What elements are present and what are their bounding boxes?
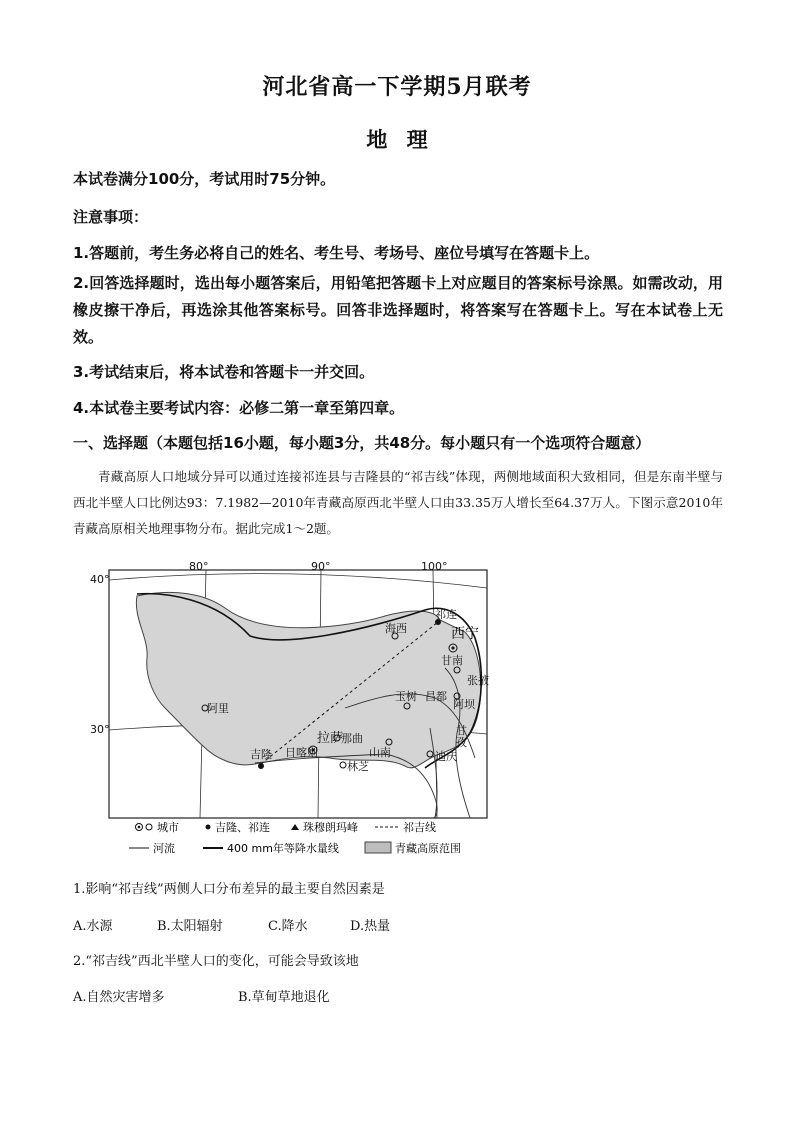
notice-item-2: 2.回答选择题时，选出每小题答案后，用铅笔把答题卡上对应题目的答案标号涂黑。如需改动，用橡皮擦干净后，再选涂其他答案标号。回答非选择题时，将答案写在答题卡上。写在本试卷上无效。 [73, 274, 723, 346]
label-yushu: 玉树 [395, 690, 417, 703]
legend-everest-icon [291, 824, 299, 830]
legend-jilong-qilian-icon [206, 825, 211, 830]
q1-option-d[interactable]: D.热量 [350, 919, 391, 934]
label-haixi: 海西 [385, 622, 407, 635]
legend-city: 城市 [157, 821, 179, 834]
legend-plateau-icon [365, 842, 391, 853]
label-lon-90: 90° [311, 560, 331, 573]
tibet-plateau-map [85, 558, 495, 860]
label-changdu: 昌都 [425, 690, 447, 703]
legend-isohyet: 400 mm年等降水量线 [227, 842, 339, 855]
legend-plateau: 青藏高原范围 [395, 842, 461, 855]
city-linzhi-dot [340, 762, 346, 768]
legend-jilong-qilian: 吉隆、祁连 [215, 821, 270, 834]
question-1-stem: 1.影响“祁吉线”两侧人口分布差异的最主要自然因素是 [73, 882, 385, 897]
label-zhangye: 张掖 [467, 674, 489, 687]
label-jilong: 吉隆 [250, 748, 272, 761]
legend-qiji: 祁吉线 [403, 821, 436, 834]
question-2-stem: 2.“祁吉线”西北半壁人口的变化，可能会导致该地 [73, 954, 359, 969]
city-jilong-dot [258, 763, 264, 769]
notice-heading: 注意事项： [73, 208, 149, 226]
q1-option-a[interactable]: A.水源 [73, 919, 113, 934]
exam-title: 河北省高一下学期5月联考 [262, 74, 532, 100]
label-linzhi: 林芝 [347, 760, 369, 773]
map-legend [129, 820, 461, 855]
label-qilian: 祁连 [435, 608, 457, 621]
legend-everest: 珠穆朗玛峰 [303, 821, 358, 834]
label-diqing: 迪庆 [435, 750, 457, 763]
section-heading: 一、选择题（本题包括16小题，每小题3分，共48分。每小题只有一个选项符合题意） [73, 434, 651, 452]
label-lat-40: 40° [90, 573, 110, 586]
legend-river: 河流 [153, 842, 175, 855]
label-lat-30: 30° [90, 723, 110, 736]
label-lon-100: 100° [421, 560, 448, 573]
label-lasa: 拉萨 [317, 731, 344, 746]
question-intro: 青藏高原人口地域分异可以通过连接祁连县与吉隆县的“祁吉线”体现，两侧地域面积大致相同，但是东南半壁与西北半壁人口比例达93：7.1982—2010年青藏高原西北半壁人口由33.35万人增长至64.37万人。下图示意2010年青藏高原相关地理事物分布。据此完成1～2题。 [73, 469, 723, 536]
label-xining: 西宁 [451, 626, 479, 642]
label-ganzi-a: 甘 [456, 724, 467, 737]
q1-option-b[interactable]: B.太阳辐射 [157, 919, 223, 934]
subject-title: 地 理 [366, 127, 428, 152]
notice-item-3: 3.考试结束后，将本试卷和答题卡一并交回。 [73, 363, 375, 381]
notice-item-4: 4.本试卷主要考试内容：必修二第一章至第四章。 [73, 399, 405, 417]
notice-item-1: 1.答题前，考生务必将自己的姓名、考生号、考场号、座位号填写在答题卡上。 [73, 244, 600, 262]
q2-option-b[interactable]: B.草甸草地退化 [238, 990, 330, 1005]
label-aba: 阿坝 [453, 698, 475, 711]
label-ganzi-b: 孜 [456, 736, 467, 749]
label-rikaze: 日喀则 [285, 746, 318, 759]
label-naqu: 那曲 [341, 732, 363, 745]
score-time-info: 本试卷满分100分，考试用时75分钟。 [73, 170, 336, 188]
label-ali: 阿里 [207, 702, 229, 715]
plateau-area [136, 592, 480, 767]
label-gannan: 甘南 [441, 654, 463, 667]
label-shannan: 山南 [369, 746, 391, 759]
q2-option-a[interactable]: A.自然灾害增多 [73, 990, 165, 1005]
q1-option-c[interactable]: C.降水 [268, 919, 308, 934]
parallel-40 [109, 574, 487, 588]
label-lon-80: 80° [189, 560, 209, 573]
